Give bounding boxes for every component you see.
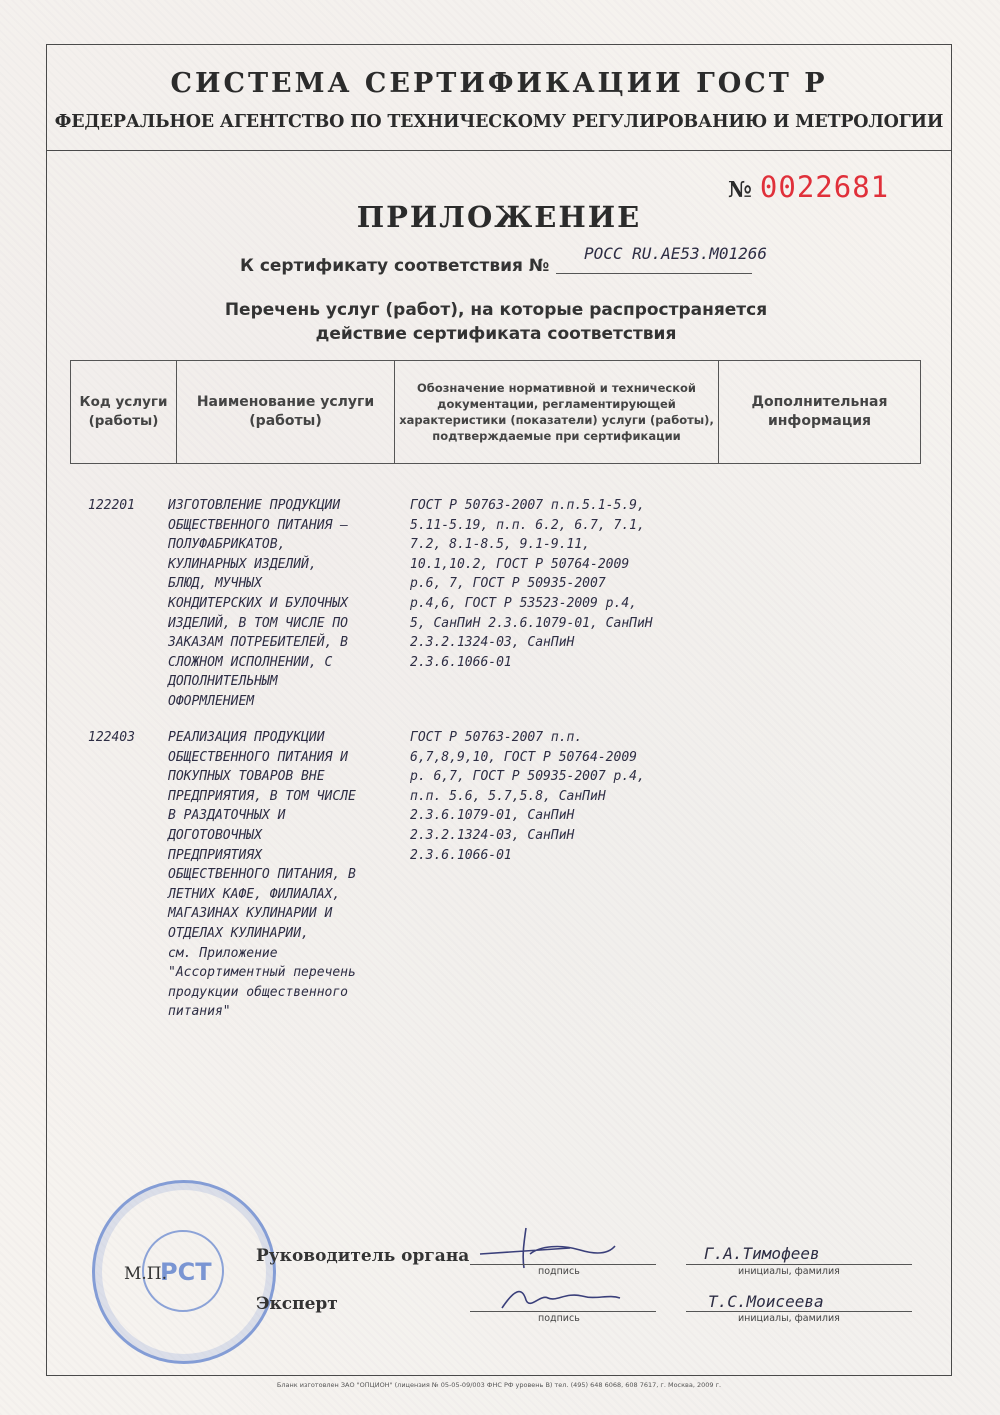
certificate-label: К сертификату соответствия № <box>240 256 550 276</box>
row-docs: ГОСТ Р 50763-2007 п.п. 6,7,8,9,10, ГОСТ Р 50764-2009 р. 6,7, ГОСТ Р 50935-2007 р.4, п.п. 5.6, 5.7,5.8, СанПиН 2.3.6.1079-01, СанПиН 2.3.2.1324-03, СанПиН 2.3.6.1066-01 <box>410 730 645 863</box>
expert-name-caption: инициалы, фамилия <box>738 1313 840 1324</box>
row-name: РЕАЛИЗАЦИЯ ПРОДУКЦИИ ОБЩЕСТВЕННОГО ПИТАНИЯ И ПОКУПНЫХ ТОВАРОВ ВНЕ ПРЕДПРИЯТИЯ, В ТОМ ЧИСЛЕ В РАЗДАТОЧНЫХ И ДОГОТОВОЧНЫХ ПРЕДПРИЯТИЯХ ОБЩЕСТВЕННОГО ПИТАНИЯ, В ЛЕТНИХ КАФЕ, ФИЛИАЛАХ, МАГАЗИНАХ КУЛИНАРИИ И ОТДЕЛАХ КУЛИНАРИИ, см. Приложение "Ассортиментный перечень продукции общественного питания" <box>168 730 356 1020</box>
header-divider <box>46 150 952 151</box>
expert-name-line <box>686 1311 912 1312</box>
number-sign: № <box>728 177 752 203</box>
head-name: Г.А.Тимофеев <box>704 1244 820 1263</box>
services-list-title <box>146 298 846 346</box>
list-title-line-1: Перечень услуг (работ), на которые распространяется <box>224 300 768 320</box>
expert-signature-caption: подпись <box>538 1313 580 1324</box>
list-title-line-2: действие сертификата соответствия <box>315 324 677 344</box>
certificate-number-line <box>556 273 752 274</box>
head-signature-caption: подпись <box>538 1266 580 1277</box>
head-role-label: Руководитель органа <box>256 1246 470 1266</box>
head-signature-line <box>470 1264 656 1265</box>
agency-name: ФЕДЕРАЛЬНОЕ АГЕНТСТВО ПО ТЕХНИЧЕСКОМУ РЕГУЛИРОВАНИЮ И МЕТРОЛОГИИ <box>54 112 944 132</box>
form-number <box>728 170 928 204</box>
system-title: СИСТЕМА СЕРТИФИКАЦИИ ГОСТ Р <box>170 68 828 99</box>
header-code: Код услуги (работы) <box>71 361 177 464</box>
expert-role-label: Эксперт <box>256 1294 338 1314</box>
row-code: 122201 <box>88 498 135 513</box>
annex-title: ПРИЛОЖЕНИЕ <box>356 200 642 234</box>
form-number-value: 0022681 <box>759 170 890 204</box>
blank-producer-footer: Бланк изготовлен ЗАО "ОПЦИОН" (лицензия № 05-05-09/003 ФНС РФ уровень В) тел. (495) 648 6068, 608 7617, г. Москва, 2009 г. <box>276 1381 722 1389</box>
header-docs: Обозначение нормативной и технической документации, регламентирующей характеристики (показатели) услуги (работы), подтверждаемые при сертификации <box>395 361 719 464</box>
expert-name: Т.С.Моисеева <box>708 1292 824 1311</box>
row-docs: ГОСТ Р 50763-2007 п.п.5.1-5.9, 5.11-5.19, п.п. 6.2, 6.7, 7.1, 7.2, 8.1-8.5, 9.1-9.11, 10.1,10.2, ГОСТ Р 50764-2009 р.6, 7, ГОСТ Р 50935-2007 р.4,6, ГОСТ Р 53523-2009 р.4, 5, СанПиН 2.3.6.1079-01, СанПиН 2.3.2.1324-03, СанПиН 2.3.6.1066-01 <box>410 498 653 670</box>
head-name-caption: инициалы, фамилия <box>738 1266 840 1277</box>
header-info: Дополнительная информация <box>719 361 921 464</box>
header-name: Наименование услуги (работы) <box>177 361 395 464</box>
expert-signature-line <box>470 1311 656 1312</box>
certificate-number: РОСС RU.AE53.M01266 <box>584 244 768 263</box>
services-table-header <box>70 360 921 464</box>
head-name-line <box>686 1264 912 1265</box>
row-name: ИЗГОТОВЛЕНИЕ ПРОДУКЦИИ ОБЩЕСТВЕННОГО ПИТАНИЯ – ПОЛУФАБРИКАТОВ, КУЛИНАРНЫХ ИЗДЕЛИЙ, БЛЮД, МУЧНЫХ КОНДИТЕРСКИХ И БУЛОЧНЫХ ИЗДЕЛИЙ, В ТОМ ЧИСЛЕ ПО ЗАКАЗАМ ПОТРЕБИТЕЛЕЙ, В СЛОЖНОМ ИСПОЛНЕНИИ, С ДОПОЛНИТЕЛЬНЫМ ОФОРМЛЕНИЕМ <box>168 498 349 709</box>
rst-logo-icon: PCT <box>160 1258 212 1286</box>
stamp-place-label: М.П. <box>124 1264 168 1284</box>
row-code: 122403 <box>88 730 135 745</box>
